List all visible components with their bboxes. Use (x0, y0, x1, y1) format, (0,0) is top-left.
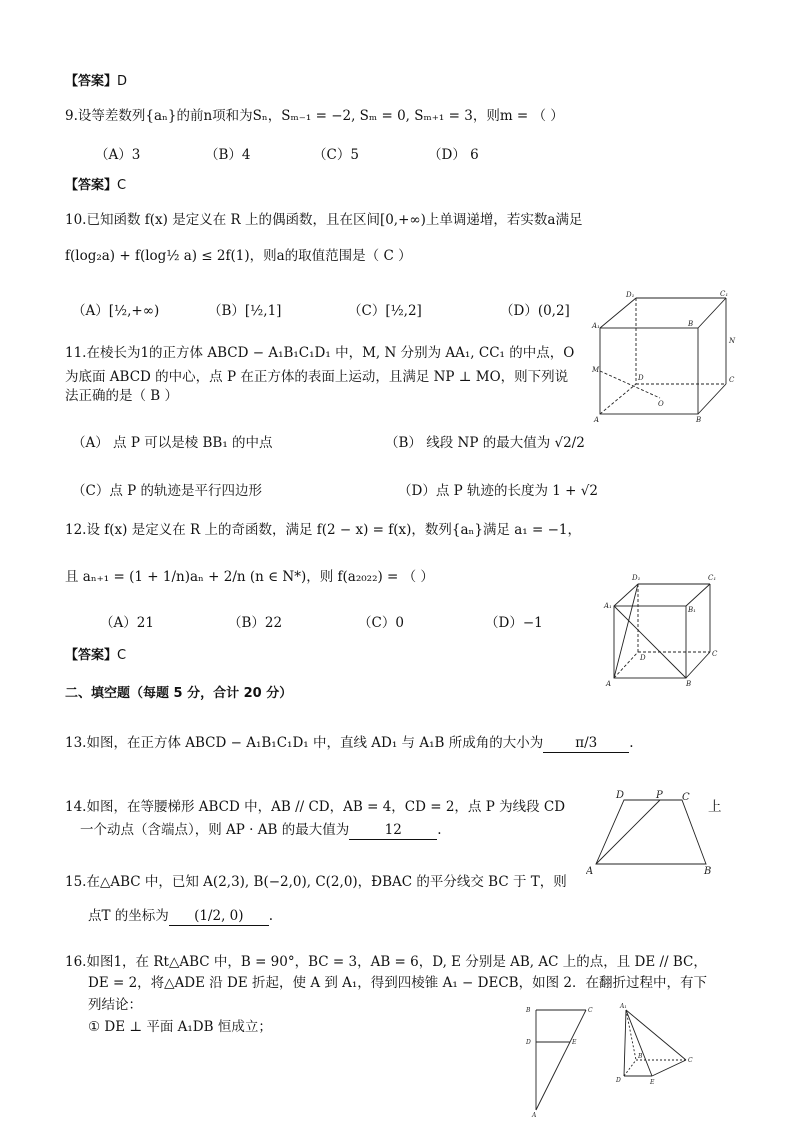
question-15-line1: 15.在△ABC 中，已知 A(2,3), B(−2,0), C(2,0)，ÐBAC 的平分线交 BC 于 T，则 (65, 874, 567, 890)
label-a: A (594, 416, 600, 424)
q10-option-d: （D）(0,2] (500, 303, 570, 319)
answer-label: 【答案】 (65, 74, 118, 89)
label-a: A (606, 680, 612, 688)
q13-answer-blank: π/3 (543, 734, 629, 753)
question-12-line2: 且 aₙ₊₁ = (1 + 1/n)aₙ + 2/n (n ∈ N*)，则 f(a₂₀₂₂) = （ ） (65, 569, 434, 585)
q9-option-d: （D） 6 (428, 147, 479, 163)
question-14-line1: 14.如图，在等腰梯形 ABCD 中，AB // CD，AB = 4，CD = 2，点 P 为线段 CD (65, 799, 566, 815)
label-c: C (688, 1057, 693, 1064)
label-d: D (526, 1039, 531, 1046)
triangle-figure-q16-1 (520, 1000, 600, 1118)
q14-answer-blank: 12 (349, 821, 437, 840)
label-m: M (592, 366, 600, 374)
question-13: 13.如图，在正方体 ABCD − A₁B₁C₁D₁ 中，直线 AD₁ 与 A₁B 所成角的大小为 π/3 . (65, 735, 634, 751)
question-14-line2: 一个动点（含端点），则 AP · AB 的最大值为 12 . (80, 822, 442, 838)
label-d: D (638, 374, 644, 382)
label-b1: B₁ (688, 606, 696, 614)
label-a1: A₁ (620, 1003, 627, 1010)
label-d: D (616, 1077, 621, 1084)
question-10-line2: f(log₂a) + f(log½ a) ≤ 2f(1)，则a的取值范围是（ C ） (65, 248, 412, 264)
label-b: B (686, 680, 692, 688)
label-d1: D₁ (632, 574, 641, 582)
question-9-stem: 9.设等差数列{aₙ}的前n项和为Sₙ，Sₘ₋₁ = −2, Sₘ = 0, Sₘ₊₁ = 3，则m = （ ） (65, 108, 564, 124)
label-a1: A₁ (592, 322, 600, 330)
answer-label: 【答案】 (65, 648, 118, 663)
q12-option-b: （B）22 (228, 615, 283, 631)
q9-option-a: （A）3 (95, 147, 141, 163)
label-e: E (572, 1039, 577, 1046)
question-16-line3: 列结论： (88, 997, 142, 1013)
cube-figure-q13 (600, 568, 730, 688)
label-e: E (650, 1079, 655, 1086)
label-c1: C₁ (720, 290, 729, 298)
question-12-line1: 12.设 f(x) 是定义在 R 上的奇函数，满足 f(2 − x) = f(x)，数列{aₙ}满足 a₁ = −1， (65, 522, 582, 538)
question-11-line3: 法正确的是（ B ） (65, 388, 179, 404)
label-b: B (704, 866, 712, 877)
label-d: D (616, 790, 625, 801)
section-2-heading: 二、填空题（每题 5 分，合计 20 分） (65, 686, 293, 701)
question-11-line2: 为底面 ABCD 的中心，点 P 在正方体的表面上运动，且满足 NP ⊥ MO，则下列说 (65, 369, 569, 385)
question-16-line4: ① DE ⊥ 平面 A₁DB 恒成立； (88, 1019, 272, 1035)
answer-8 (65, 72, 127, 92)
answer-label: 【答案】 (65, 178, 118, 193)
q15-answer-blank: (1/2, 0) (169, 907, 269, 926)
label-a: A (532, 1112, 537, 1118)
q14-text: 一个动点（含端点），则 AP · AB 的最大值为 (80, 822, 350, 838)
question-16-line2: DE = 2，将△ADE 沿 DE 折起，使 A 到 A₁，得到四棱锥 A₁ − DECB，如图 2．在翻折过程中，有下 (88, 975, 707, 991)
label-a: A (586, 866, 594, 877)
label-a1: A₁ (604, 602, 612, 610)
question-10-stem: 10.已知函数 f(x) 是定义在 R 上的偶函数，且在区间[0,+∞)上单调递增，若实数a满足 (65, 212, 583, 228)
label-d1: D₁ (626, 291, 635, 299)
question-15-line2: 点T 的坐标为 (1/2, 0) . (88, 908, 274, 924)
q10-option-c: （C）[½,2] (348, 303, 422, 319)
label-b: B (696, 416, 702, 424)
question-11-line1: 11.在棱长为1的正方体 ABCD − A₁B₁C₁D₁ 中，M, N 分别为 AA₁, CC₁ 的中点，O (65, 345, 575, 361)
trapezoid-figure-q14 (586, 788, 716, 878)
label-n: N (729, 337, 736, 345)
q9-option-b: （B）4 (205, 147, 251, 163)
q9-option-c: （C）5 (313, 147, 359, 163)
label-c1: C₁ (708, 574, 717, 582)
label-o: O (658, 400, 664, 408)
answer-value: C (117, 178, 127, 193)
answer-9 (65, 176, 126, 196)
label-b: B (638, 1053, 643, 1060)
label-p: P (656, 790, 663, 801)
label-d: D (640, 654, 646, 662)
q10-option-b: （B）[½,1] (208, 303, 282, 319)
q11-option-b: （B） 线段 NP 的最大值为 √2/2 (385, 435, 585, 451)
pyramid-figure-q16-2 (612, 1000, 696, 1088)
q13-text: 13.如图，在正方体 ABCD − A₁B₁C₁D₁ 中，直线 AD₁ 与 A₁B 所成角的大小为 (65, 735, 544, 751)
answer-value: D (117, 74, 128, 89)
label-c: C (588, 1007, 593, 1014)
label-b: B (526, 1007, 531, 1014)
q10-option-a: （A）[½,+∞) (72, 303, 160, 319)
question-16-line1: 16.如图1，在 Rt△ABC 中，B = 90°，BC = 3，AB = 6，D, E 分别是 AB, AC 上的点，且 DE // BC， (65, 954, 707, 970)
label-c: C (682, 792, 690, 803)
q15-text: 点T 的坐标为 (88, 908, 169, 924)
label-b1: B (688, 320, 694, 328)
label-c: C (729, 376, 735, 384)
q11-option-c: （C）点 P 的轨迹是平行四边形 (72, 483, 262, 499)
answer-value: C (117, 648, 127, 663)
q12-option-c: （C）0 (358, 615, 404, 631)
q12-option-a: （A）21 (100, 615, 154, 631)
q12-option-d: （D）−1 (485, 615, 543, 631)
q11-option-d: （D）点 P 轨迹的长度为 1 + √2 (398, 483, 598, 499)
answer-12 (65, 646, 126, 666)
q11-option-a: （A） 点 P 可以是棱 BB₁ 的中点 (72, 435, 273, 451)
cube-figure-q11 (588, 288, 748, 428)
label-c: C (712, 650, 718, 658)
question-14-line1b: 上 (708, 799, 722, 815)
